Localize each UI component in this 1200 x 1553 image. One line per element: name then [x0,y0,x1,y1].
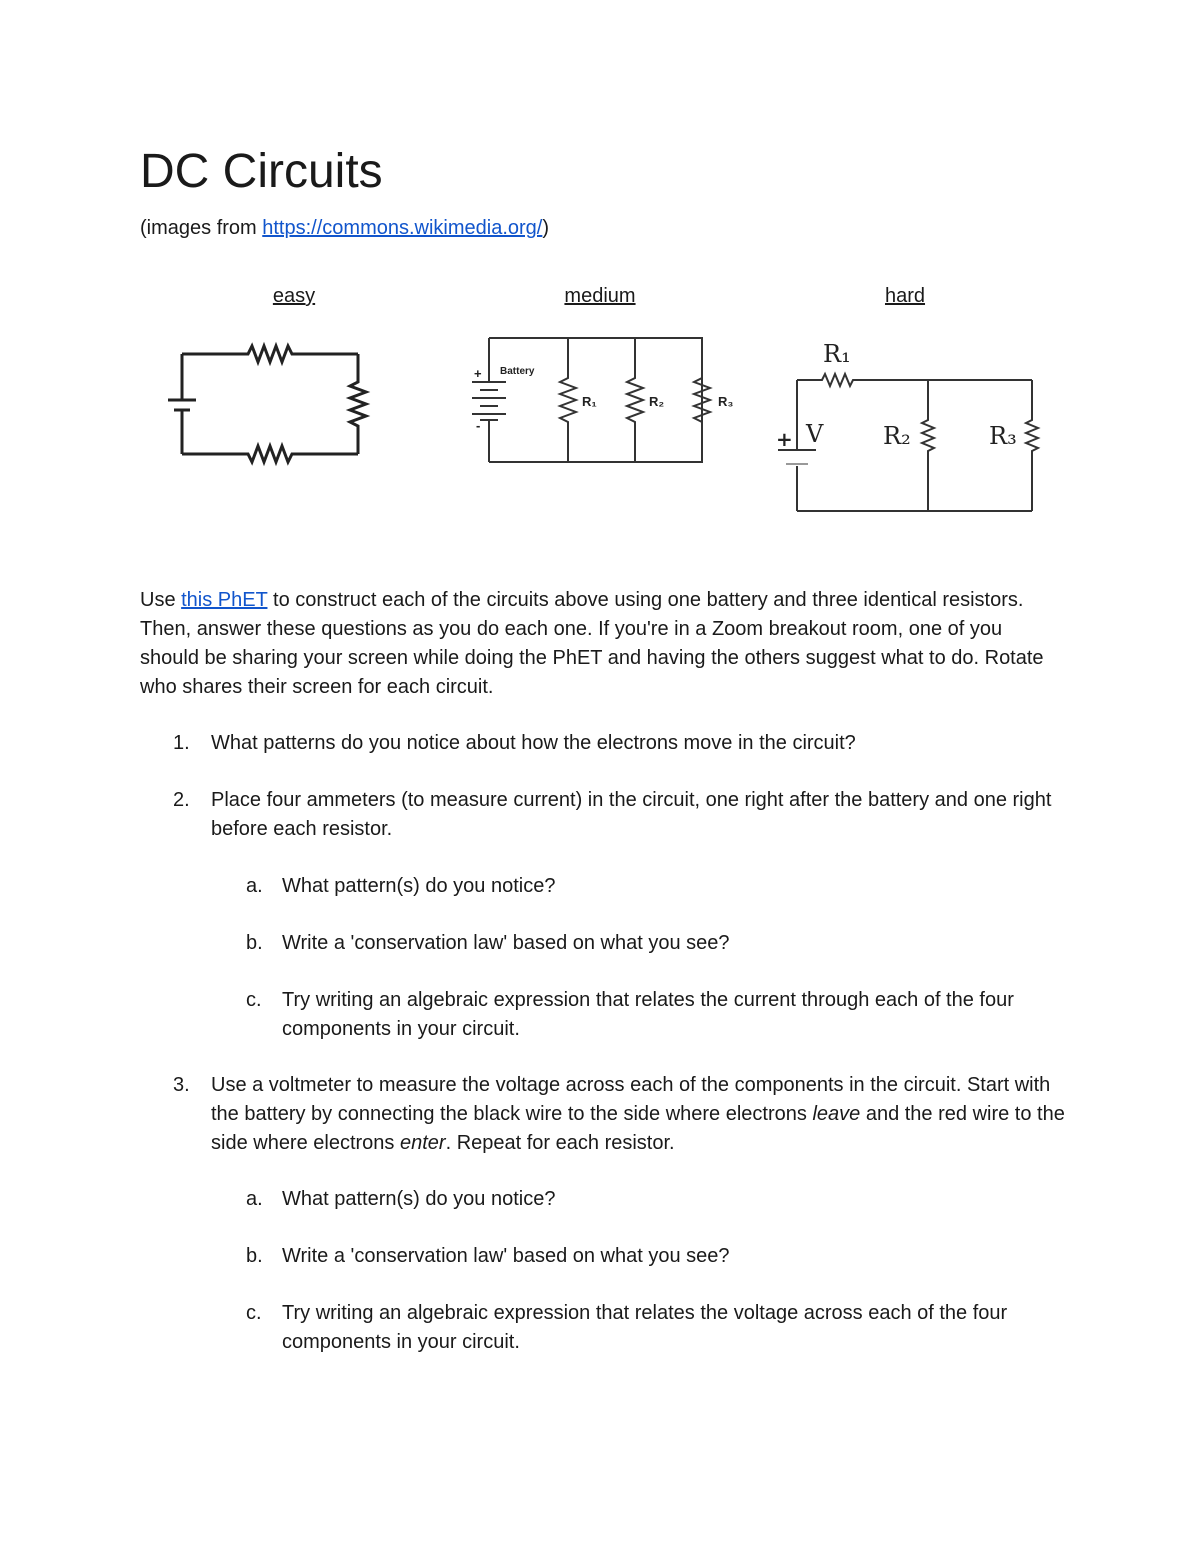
wikimedia-link[interactable]: https://commons.wikimedia.org/ [262,217,543,239]
question-3c-letter: c. [246,1302,262,1324]
question-2 [173,786,1071,844]
medium-circuit-diagram [458,330,748,470]
question-1-text: What patterns do you notice about how the electrons move in the circuit? [211,732,856,754]
question-3-text-1: Use a voltmeter to measure the voltage across each of the components in the circuit. Start with the battery by connecting the black wire to the side where electrons [211,1074,1051,1125]
intro-paragraph [140,586,1065,702]
question-3a-letter: a. [246,1188,263,1210]
easy-circuit-diagram [160,330,380,480]
question-3-text-3: . Repeat for each resistor. [445,1132,675,1154]
image-source-note [140,214,549,242]
page-title: DC Circuits [140,145,383,198]
question-3b-text: Write a 'conservation law' based on what you see? [282,1245,730,1267]
question-3c [246,1299,1072,1357]
question-3 [173,1071,1071,1158]
medium-r1-label: R₁ [582,394,597,409]
question-3c-text: Try writing an algebraic expression that relates the voltage across each of the four components in your circuit. [282,1302,1008,1353]
hard-r3-label: R₃ [989,422,1017,450]
question-2b-letter: b. [246,932,263,954]
question-2-number: 2. [173,789,190,811]
battery-label: Battery [500,366,535,377]
intro-use: Use [140,589,182,611]
question-2b [246,929,1072,958]
question-3b [246,1242,1072,1271]
source-prefix: (images from [140,217,263,239]
hard-circuit-diagram [770,330,1060,520]
hard-v-label: V [806,420,824,448]
medium-label: medium [564,285,636,307]
question-3-enter: enter [399,1132,446,1154]
question-2a [246,872,1072,901]
question-2-text: Place four ammeters (to measure current) in the circuit, one right after the battery and one right before each resistor. [211,789,1052,840]
question-3-leave: leave [812,1103,861,1125]
question-2c-text: Try writing an algebraic expression that relates the current through each of the four components in your circuit. [282,989,1014,1040]
source-suffix: ) [542,217,550,239]
hard-r1-label: R₁ [823,340,851,368]
question-3b-letter: b. [246,1245,263,1267]
question-2c [246,986,1072,1044]
battery-plus-sign: + [474,366,482,381]
question-3a-text: What pattern(s) do you notice? [282,1188,556,1210]
intro-rest: to construct each of the circuits above using one battery and three identical resistors. Then, answer these questions as you do each one. If you're in a Zoom breakout room, one of you should be sharing your screen while doing the PhET and having the others suggest what to do. Rotate who shares their screen for each circuit. [140,589,1044,698]
hard-plus-sign: + [776,427,793,451]
question-3-text-2: and the red wire to the side where electrons [211,1103,1065,1154]
hard-r2-label: R₂ [883,422,911,450]
medium-r3-label: R₃ [718,394,734,409]
question-1 [173,729,1071,758]
question-2b-text: Write a 'conservation law' based on what you see? [282,932,730,954]
question-3-number: 3. [173,1074,190,1096]
easy-label: easy [272,285,316,307]
battery-minus-sign: - [476,418,481,433]
question-2a-letter: a. [246,875,263,897]
question-2c-letter: c. [246,989,262,1011]
hard-label: hard [884,285,926,307]
phet-link[interactable]: this PhET [181,589,268,611]
question-1-number: 1. [173,732,190,754]
medium-r2-label: R₂ [649,394,665,409]
question-3a [246,1185,1072,1214]
question-2a-text: What pattern(s) do you notice? [282,875,556,897]
